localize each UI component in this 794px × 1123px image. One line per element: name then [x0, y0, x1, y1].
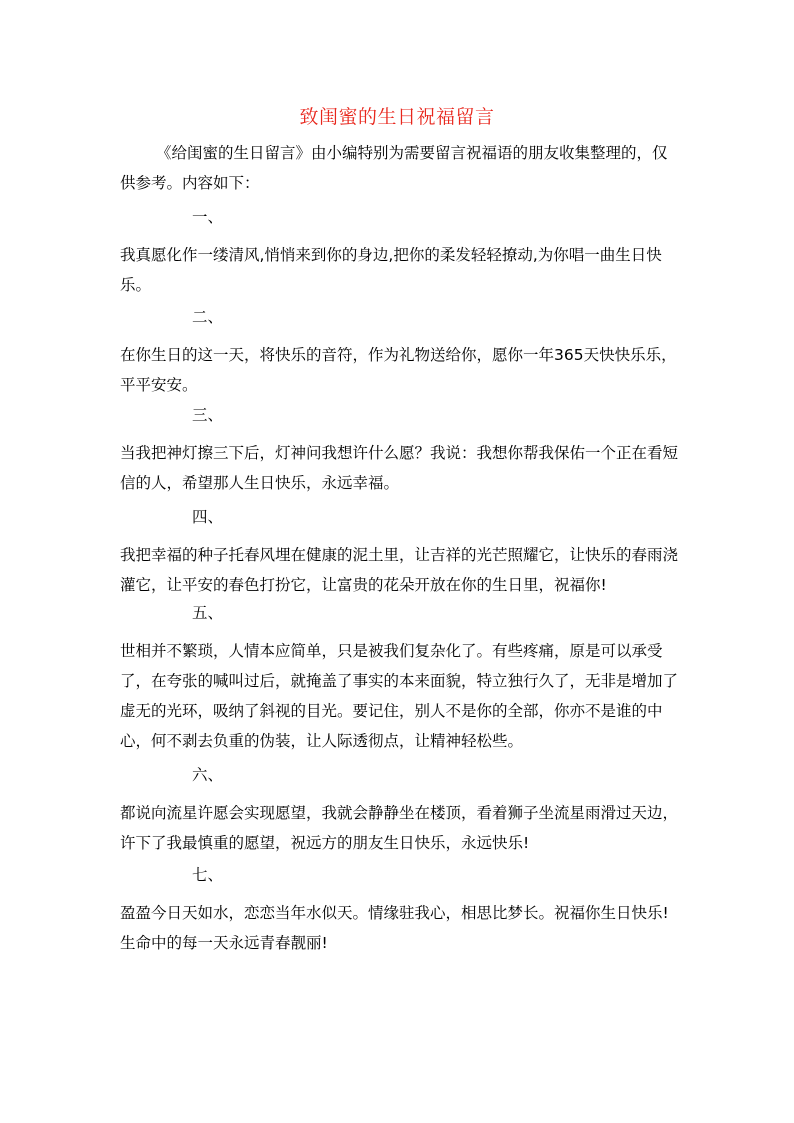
- section-2: [120, 302, 680, 400]
- section-body: 世相并不繁琐，人情本应简单，只是被我们复杂化了。有些疼痛，原是可以承受了，在夸张的喊叫过后，就掩盖了事实的本来面貌，特立独行久了，无非是增加了虚无的光环，吸纳了斜视的目光。要记住，别人不是你的全部，你亦不是谁的中心，何不剥去负重的伪装，让人际透彻点，让精神轻松些。: [120, 642, 679, 750]
- intro-paragraph: 《给闺蜜的生日留言》由小编特别为需要留言祝福语的朋友收集整理的，仅供参考。内容如下：: [120, 144, 668, 192]
- section-1: [120, 202, 680, 300]
- section-6: [120, 760, 680, 858]
- section-heading: 四、: [192, 508, 224, 526]
- section-heading: 六、: [192, 766, 224, 784]
- section-heading: 二、: [192, 308, 224, 326]
- section-7: [120, 860, 680, 958]
- section-body: 当我把神灯擦三下后，灯神问我想许什么愿？我说：我想你帮我保佑一个正在看短信的人，希望那人生日快乐，永远幸福。: [120, 444, 679, 492]
- section-heading: 一、: [192, 208, 224, 226]
- section-body: 我把幸福的种子托春风埋在健康的泥土里，让吉祥的光芒照耀它，让快乐的春雨浇灌它，让平安的春色打扮它，让富贵的花朵开放在你的生日里，祝福你!: [120, 546, 679, 594]
- section-body: 盈盈今日天如水，恋恋当年水似天。情缘驻我心，相思比梦长。祝福你生日快乐! 生命中的每一天永远青春靓丽!: [120, 904, 669, 952]
- section-3: [120, 400, 680, 498]
- document-title: 致闺蜜的生日祝福留言: [299, 106, 495, 128]
- section-heading: 三、: [192, 406, 224, 424]
- section-body: 在你生日的这一天，将快乐的音符，作为礼物送给你，愿你一年365天快快乐乐，平平安安。: [120, 346, 677, 394]
- section-heading: 五、: [192, 604, 224, 622]
- section-heading: 七、: [192, 866, 224, 884]
- section-4: [120, 502, 680, 600]
- section-body: 都说向流星许愿会实现愿望，我就会静静坐在楼顶，看着狮子坐流星雨滑过天边，许下了我最慎重的愿望，祝远方的朋友生日快乐，永远快乐!: [120, 804, 679, 852]
- section-body: 我真愿化作一缕清风,悄悄来到你的身边,把你的柔发轻轻撩动,为你唱一曲生日快乐。: [120, 246, 662, 294]
- section-5: [120, 598, 680, 756]
